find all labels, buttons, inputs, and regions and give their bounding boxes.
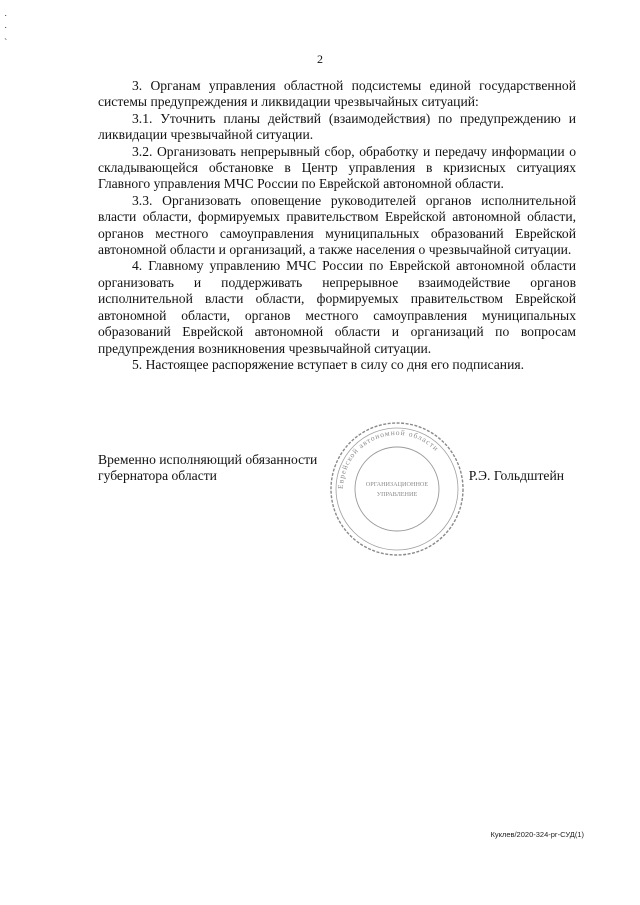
signatory-name: Р.Э. Гольдштейн bbox=[468, 468, 564, 483]
signatory-title-line: Временно исполняющий обязанности bbox=[98, 452, 318, 467]
stamp-center-text: УПРАВЛЕНИЕ bbox=[376, 491, 418, 498]
paragraph-3-2: 3.2. Организовать непрерывный сбор, обработку и передачу информации о складывающейся обстановке в Центр управления в кризисных ситуациях Главного управления МЧС России по Еврейской автономной области. bbox=[98, 143, 576, 192]
signatory-title bbox=[98, 452, 338, 485]
margin-marks bbox=[4, 14, 7, 50]
paragraph-3-1: 3.1. Уточнить планы действий (взаимодействия) по предупреждению и ликвидации чрезвычайной ситуации. bbox=[98, 110, 576, 143]
stamp-ring-text: Еврейской автономной области bbox=[335, 427, 441, 490]
document-body bbox=[98, 78, 576, 373]
margin-mark: ˙ bbox=[4, 14, 8, 25]
signatory-title-line: губернатора области bbox=[98, 468, 217, 484]
official-stamp bbox=[326, 418, 468, 560]
paragraph-3-3: 3.3. Организовать оповещение руководителей органов исполнительной власти области, формируемых правительством Еврейской автономной области, органов местного самоуправления муниципальных образований Еврейской автономной области и организаций, а также населения о чрезвычайной ситуации. bbox=[98, 192, 576, 258]
svg-text:Еврейской автономной области bbox=[336, 428, 441, 489]
margin-mark: ˋ bbox=[4, 38, 8, 49]
page-number: 2 bbox=[317, 52, 323, 66]
paragraph-5: 5. Настоящее распоряжение вступает в силу со дня его подписания. bbox=[132, 356, 525, 372]
signature-block bbox=[98, 427, 576, 542]
paragraph-3: 3. Органам управления областной подсистемы единой государственной системы предупреждения и ликвидации чрезвычайных ситуаций: bbox=[98, 78, 576, 110]
stamp-center-text: ОРГАНИЗАЦИОННОЕ bbox=[365, 481, 429, 488]
document-reference: Куклев/2020-324-рг-СУД(1) bbox=[490, 830, 584, 839]
margin-mark: ˙ bbox=[4, 26, 8, 37]
paragraph-4: 4. Главному управлению МЧС России по Еврейской автономной области организовать и поддерживать непрерывное взаимодействие органов исполнительной власти области, формируемых правительством Еврейской автономной области, органов местного самоуправления муниципальных образований Еврейской автономной области и организаций по вопросам предупреждения возникновения чрезвычайной ситуации. bbox=[98, 258, 576, 356]
